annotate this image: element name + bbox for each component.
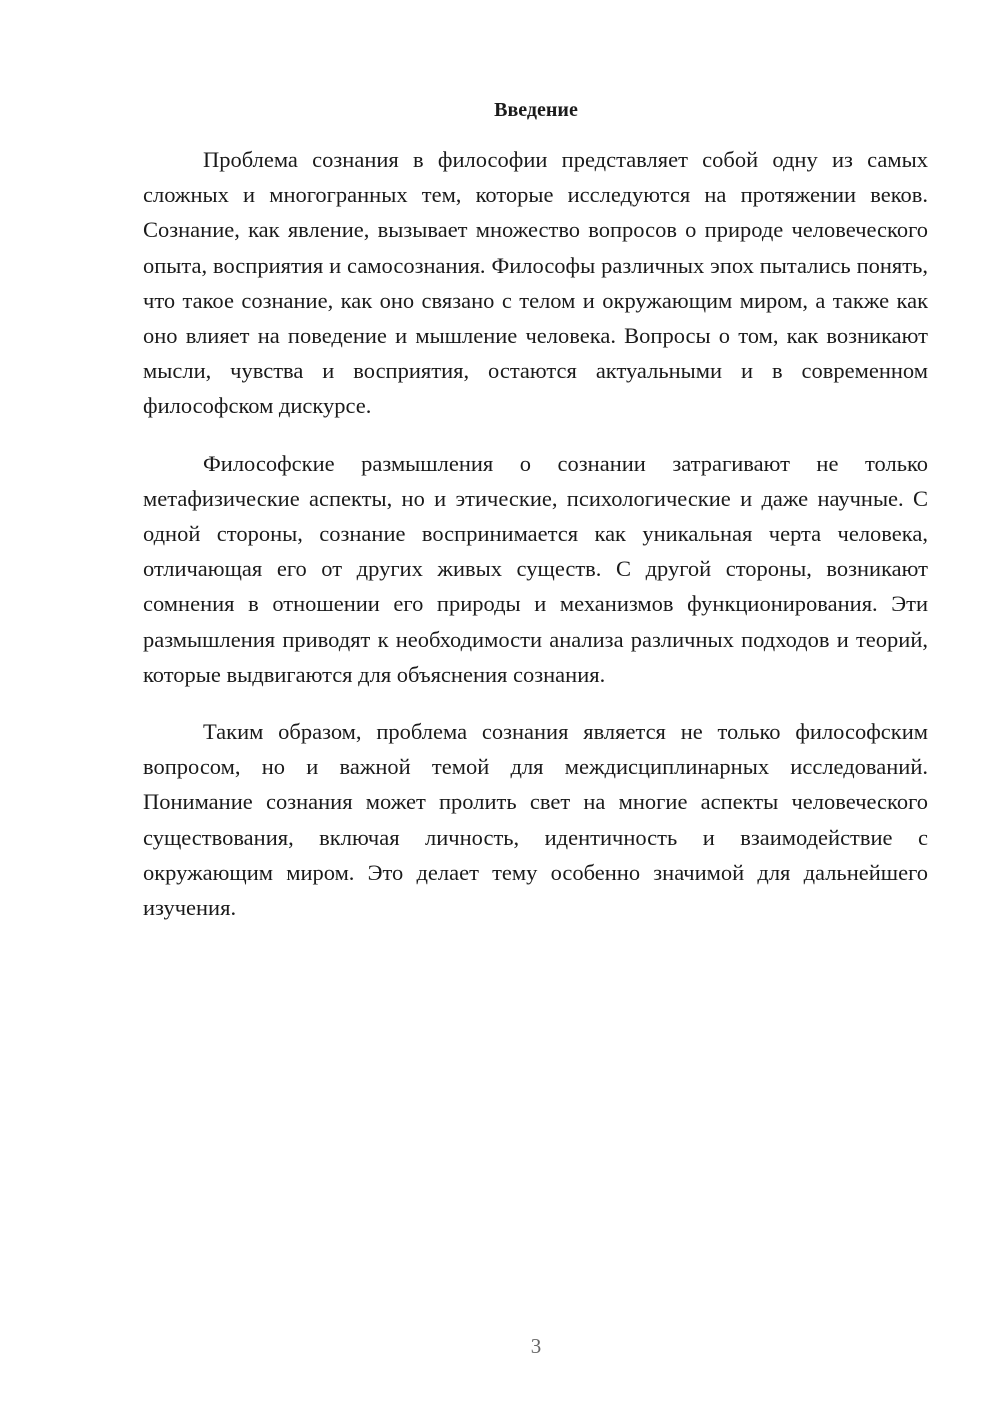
section-heading: Введение — [494, 99, 578, 121]
paragraph-3: Таким образом, проблема сознания является не только философским вопросом, но и важной темой для междисциплинарных исследований. Понимание сознания может пролить свет на многие аспекты человеческого существования, включая личность, идентичность и взаимодействие с окружающим миром. Это делает тему особенно значимой для дальнейшего изучения. — [143, 719, 928, 921]
paragraph-1: Проблема сознания в философии представляет собой одну из самых сложных и многогранных тем, которые исследуются на протяжении веков. Сознание, как явление, вызывает множество вопросов о природе человеческого опыта, восприятия и самосознания. Философы различных эпох пытались понять, что такое сознание, как оно связано с телом и окружающим миром, а также как оно влияет на поведение и мышление человека. Вопросы о том, как возникают мысли, чувства и восприятия, остаются актуальными и в современном философском дискурсе. — [143, 147, 928, 419]
body-text — [143, 142, 928, 925]
page-number: 3 — [530, 1334, 542, 1358]
paragraph-2: Философские размышления о сознании затрагивают не только метафизические аспекты, но и этические, психологические и даже научные. С одной стороны, сознание воспринимается как уникальная черта человека, отличающая его от других живых существ. С другой стороны, возникают сомнения в отношении его природы и механизмов функционирования. Эти размышления приводят к необходимости анализа различных подходов и теорий, которые выдвигаются для объяснения сознания. — [143, 450, 928, 687]
